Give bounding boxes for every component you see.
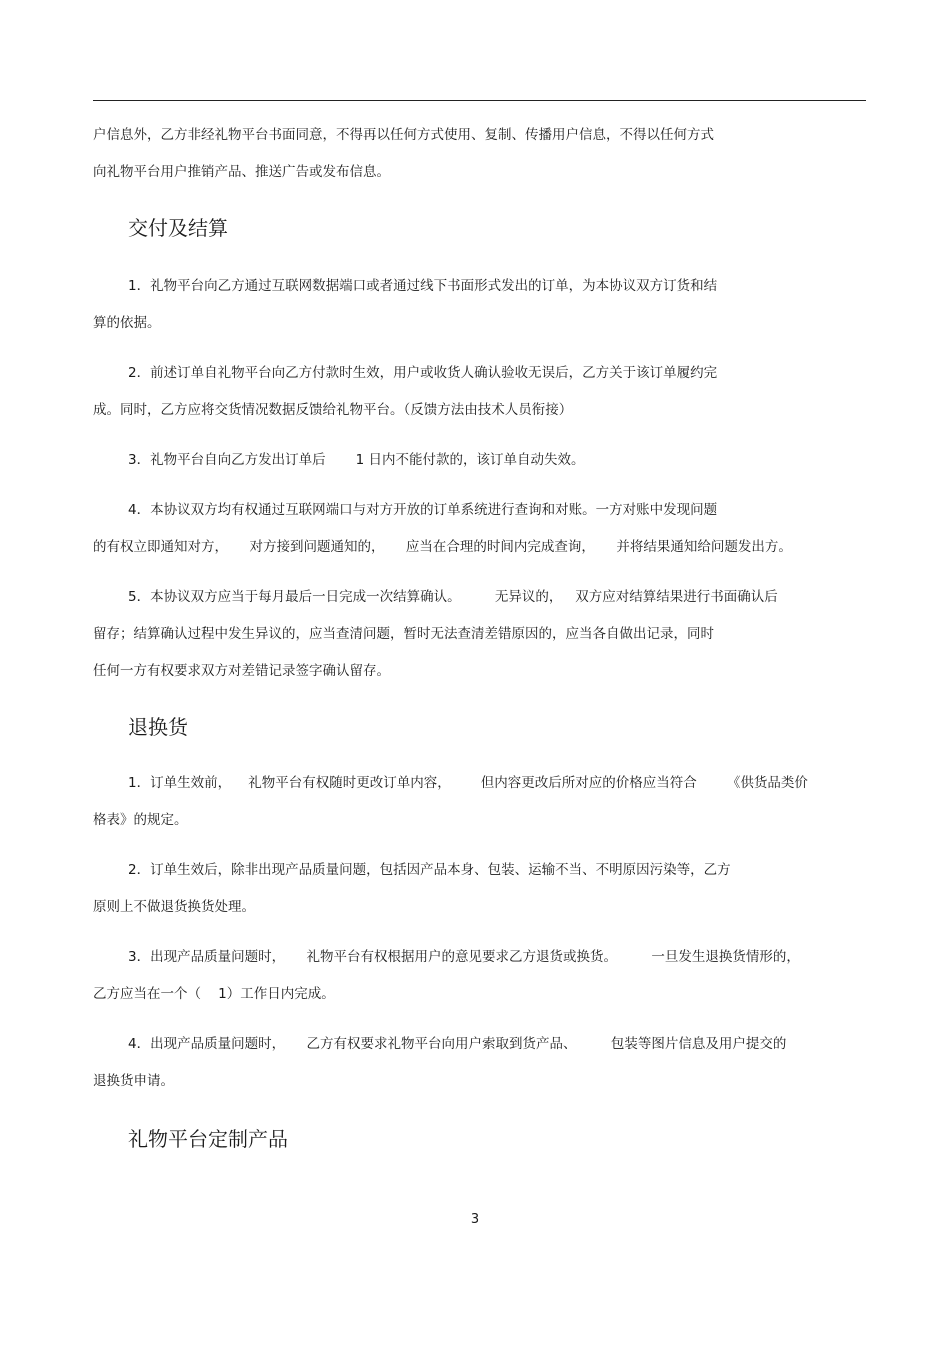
paragraph-line: 4．本协议双方均有权通过互联网端口与对方开放的订单系统进行查询和对账。一方对账中发现问题 <box>128 502 718 518</box>
paragraph-line: 4．出现产品质量问题时， 乙方有权要求礼物平台向用户索取到货产品、 包装等图片信息及用户提交的 <box>128 1036 787 1052</box>
paragraph-line: 2．订单生效后，除非出现产品质量问题，包括因产品本身、包装、运输不当、不明原因污染等，乙方 <box>128 862 731 878</box>
paragraph-line: 2．前述订单自礼物平台向乙方付款时生效，用户或收货人确认验收无误后，乙方关于该订单履约完 <box>128 365 718 381</box>
paragraph-line: 户信息外，乙方非经礼物平台书面同意，不得再以任何方式使用、复制、传播用户信息，不得以任何方式 <box>93 127 714 143</box>
paragraph-line: 向礼物平台用户推销产品、推送广告或发布信息。 <box>93 164 390 180</box>
paragraph-line: 1．订单生效前， 礼物平台有权随时更改订单内容， 但内容更改后所对应的价格应当符合 《供货品类价 <box>128 775 808 791</box>
paragraph-line: 乙方应当在一个（ 1）工作日内完成。 <box>93 986 335 1002</box>
paragraph-line: 的有权立即通知对方， 对方接到问题通知的， 应当在合理的时间内完成查询， 并将结果通知给问题发出方。 <box>93 539 792 555</box>
paragraph-line: 成。同时，乙方应将交货情况数据反馈给礼物平台。（反馈方法由技术人员衔接） <box>93 402 573 418</box>
page-number: 3 <box>470 1212 480 1227</box>
paragraph-line: 1．礼物平台向乙方通过互联网数据端口或者通过线下书面形式发出的订单，为本协议双方订货和结 <box>128 278 718 294</box>
header-rule <box>93 100 866 101</box>
section-title-custom: 礼物平台定制产品 <box>128 1127 288 1151</box>
paragraph-line: 原则上不做退货换货处理。 <box>93 899 255 915</box>
paragraph-line: 格表》的规定。 <box>93 812 188 828</box>
paragraph-line: 3．出现产品质量问题时， 礼物平台有权根据用户的意见要求乙方退货或换货。 一旦发生退换货情形的， <box>128 949 800 965</box>
paragraph-line: 5．本协议双方应当于每月最后一日完成一次结算确认。 无异议的， 双方应对结算结果进行书面确认后 <box>128 589 778 605</box>
paragraph-line: 留存；结算确认过程中发生异议的，应当查清问题，暂时无法查清差错原因的，应当各自做出记录，同时 <box>93 626 714 642</box>
paragraph-line: 3．礼物平台自向乙方发出订单后 1 日内不能付款的，该订单自动失效。 <box>128 452 585 468</box>
paragraph-line: 退换货申请。 <box>93 1073 174 1089</box>
section-title-returns: 退换货 <box>128 715 188 739</box>
paragraph-line: 任何一方有权要求双方对差错记录签字确认留存。 <box>93 663 390 679</box>
paragraph-line: 算的依据。 <box>93 315 161 331</box>
section-title-settlement: 交付及结算 <box>128 216 228 240</box>
